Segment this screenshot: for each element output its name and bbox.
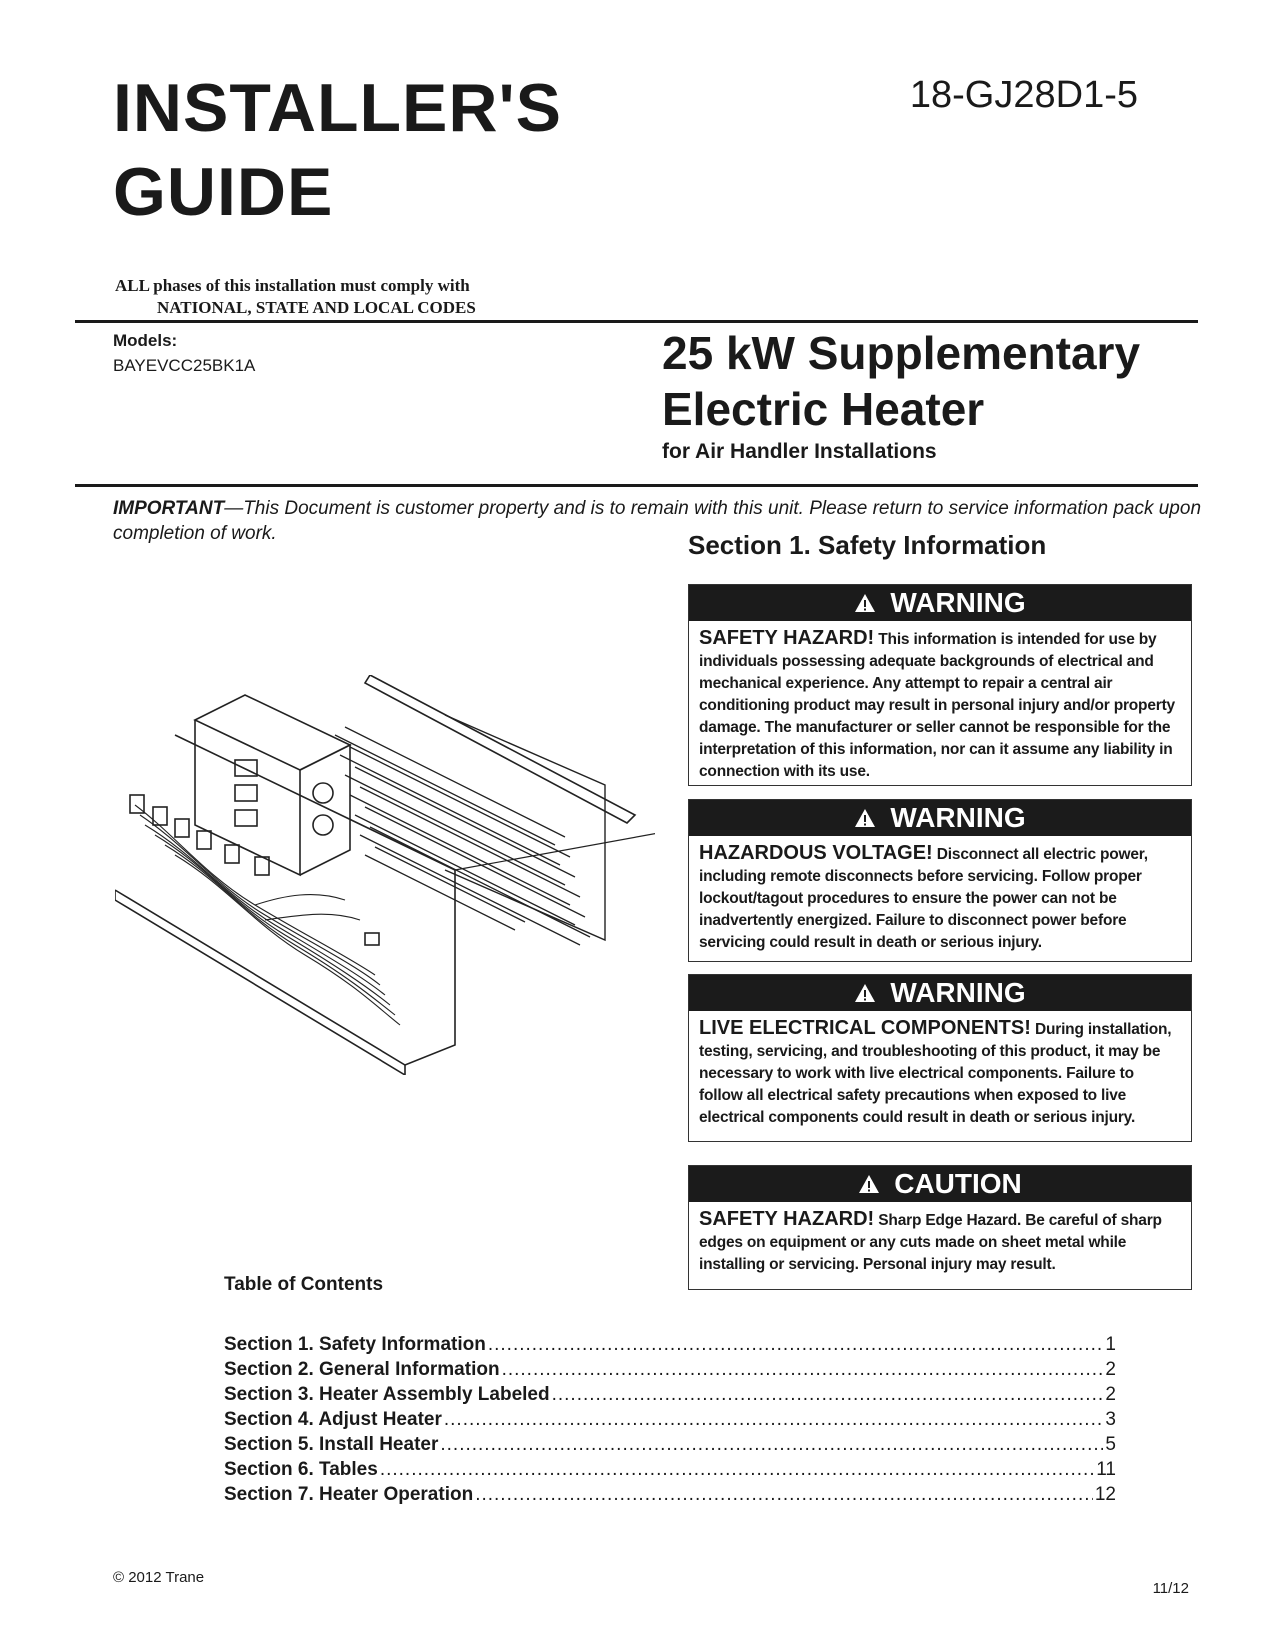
models-label: Models: <box>113 331 178 350</box>
caution-box-lead: SAFETY HAZARD! <box>699 1208 875 1230</box>
warning-box-3-lead: LIVE ELECTRICAL COMPONENTS! <box>699 1017 1031 1039</box>
toc-entry-label: Section 3. Heater Assembly Labeled <box>224 1384 550 1405</box>
publication-date: 11/12 <box>1152 1580 1189 1597</box>
toc-entry-page: 3 <box>1105 1409 1116 1430</box>
warning-box-1-title: WARNING <box>890 587 1026 618</box>
product-title <box>662 325 1140 437</box>
important-lead: IMPORTANT <box>113 498 225 519</box>
product-title-line2: Electric Heater <box>662 383 985 435</box>
toc-entry[interactable] <box>224 1359 1116 1384</box>
toc-entry[interactable] <box>224 1459 1116 1484</box>
toc-entry-label: Section 4. Adjust Heater <box>224 1409 442 1430</box>
control-box <box>195 695 350 875</box>
toc-entry-label: Section 2. General Information <box>224 1359 500 1380</box>
table-of-contents <box>224 1334 1116 1509</box>
toc-entry[interactable] <box>224 1409 1116 1434</box>
warning-box-1-header <box>689 585 1191 621</box>
bottom-divider <box>75 484 1198 487</box>
warning-box-1-lead: SAFETY HAZARD! <box>699 627 875 649</box>
toc-title: Table of Contents <box>224 1274 384 1295</box>
toc-entry-page: 2 <box>1105 1384 1116 1405</box>
caution-box-body <box>689 1202 1191 1284</box>
product-subtitle: for Air Handler Installations <box>662 440 937 463</box>
caution-box-title: CAUTION <box>894 1168 1022 1199</box>
models-value: BAYEVCC25BK1A <box>113 356 256 375</box>
top-divider <box>75 320 1198 323</box>
compliance-notice <box>115 275 595 319</box>
section-heading: Section 1. Safety Information <box>688 530 1047 560</box>
warning-box-2 <box>688 799 1192 962</box>
guide-title-line1: INSTALLER'S <box>113 70 563 146</box>
warning-box-3-body <box>689 1011 1191 1137</box>
document-number: 18-GJ28D1-5 <box>909 74 1138 116</box>
caution-box-text: Sharp Edge Hazard. Be careful of sharp edges on equipment or any cuts made on sheet metal while installing or servicing. Personal injury may result. <box>699 1212 1162 1273</box>
warning-box-1-body <box>689 621 1191 791</box>
compliance-line1: ALL phases of this installation must comply with <box>115 276 470 295</box>
heating-elements <box>335 727 590 945</box>
warning-box-2-text: Disconnect all electric power, including remote disconnects before servicing. Follow proper lockout/tagout procedures to ensure the power can not be inadvertently energized. Failure to disconnect power before servicing could result in death or serious injury. <box>699 846 1148 951</box>
toc-entry-page: 11 <box>1096 1459 1116 1480</box>
guide-title <box>113 66 562 234</box>
warning-box-2-header <box>689 800 1191 836</box>
product-title-line1: 25 kW Supplementary <box>662 327 1141 379</box>
toc-entry[interactable] <box>224 1484 1116 1509</box>
toc-entry[interactable] <box>224 1334 1116 1359</box>
toc-entry-label: Section 1. Safety Information <box>224 1334 486 1355</box>
caution-box <box>688 1165 1192 1290</box>
warning-box-2-body <box>689 836 1191 962</box>
warning-triangle-icon <box>854 593 876 613</box>
heater-illustration <box>115 675 655 1075</box>
toc-entry[interactable] <box>224 1434 1116 1459</box>
warning-box-2-title: WARNING <box>890 802 1026 833</box>
heater-tray <box>115 735 455 1065</box>
toc-entry[interactable] <box>224 1384 1116 1409</box>
toc-entry-label: Section 6. Tables <box>224 1459 378 1480</box>
warning-box-3 <box>688 974 1192 1142</box>
warning-triangle-icon <box>858 1174 880 1194</box>
warning-box-3-header <box>689 975 1191 1011</box>
copyright: © 2012 Trane <box>113 1569 205 1586</box>
important-text: —This Document is customer property and is to remain with this unit. Please return to service information pack upon completion of work. <box>113 498 1202 544</box>
toc-entry-page: 1 <box>1105 1334 1116 1355</box>
toc-entry-page: 12 <box>1094 1484 1116 1505</box>
mounting-rail <box>365 675 635 823</box>
warning-box-1 <box>688 584 1192 786</box>
warning-box-3-title: WARNING <box>890 977 1026 1008</box>
compliance-line2: NATIONAL, STATE AND LOCAL CODES <box>157 298 476 317</box>
toc-entry-label: Section 7. Heater Operation <box>224 1484 474 1505</box>
guide-title-line2: GUIDE <box>113 154 334 230</box>
caution-box-header <box>689 1166 1191 1202</box>
toc-entry-page: 2 <box>1105 1359 1116 1380</box>
warning-box-1-text: This information is intended for use by individuals possessing adequate backgrounds of electrical and mechanical experience. Any attempt to repair a central air conditioning product may result in personal injury and/or property damage. The manufacturer or seller cannot be responsible for the interpretation of this information, nor can it assume any liability in connection with its use. <box>699 631 1175 780</box>
toc-entry-page: 5 <box>1105 1434 1116 1455</box>
warning-box-2-lead: HAZARDOUS VOLTAGE! <box>699 842 933 864</box>
warning-triangle-icon <box>854 983 876 1003</box>
connector-plug <box>365 933 379 945</box>
toc-entry-label: Section 5. Install Heater <box>224 1434 439 1455</box>
warning-box-3-text: During installation, testing, servicing, and troubleshooting of this product, it may be necessary to work with live electrical components. Failure to follow all electrical safety precautions when exposed to live electrical components could result in death or serious injury. <box>699 1021 1172 1126</box>
warning-triangle-icon <box>854 808 876 828</box>
